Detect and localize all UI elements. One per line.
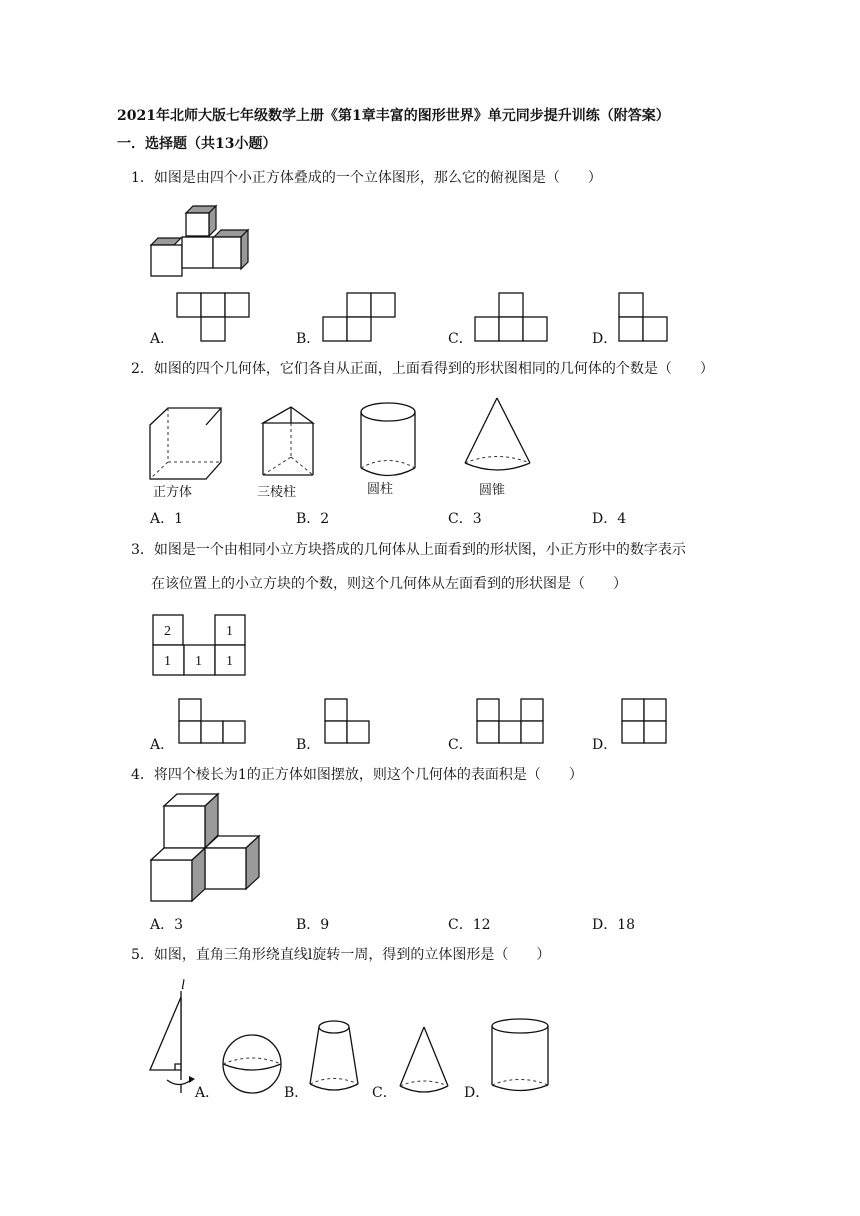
question-3-text-line2: 在该位置上的小立方块的个数，则这个几何体从左面看到的形状图是（ ） [151, 576, 627, 592]
q3-option-b[interactable]: B． [296, 737, 321, 753]
q3-option-b-view [324, 698, 372, 746]
q4-option-d[interactable]: D．18 [592, 917, 636, 933]
q1-option-d-view [618, 292, 672, 344]
q1-option-c-view [474, 292, 550, 344]
grid-number: 1 [226, 624, 233, 639]
q3-top-view-grid [152, 614, 248, 678]
grid-number: 1 [195, 654, 202, 669]
caption-cube: 正方体 [153, 485, 193, 500]
question-1-text: 1．如图是由四个小正方体叠成的一个立体图形，那么它的俯视图是（ ） [131, 170, 602, 186]
question-3-text-line1: 3．如图是一个由相同小立方块搭成的几何体从上面看到的形状图，小正方形中的数字表示 [131, 542, 686, 558]
q3-option-d-view [621, 698, 669, 746]
q5-option-c[interactable]: C． [372, 1085, 397, 1101]
q3-option-a[interactable]: A． [150, 737, 175, 753]
q1-solid-figure [148, 200, 258, 280]
cylinder-icon [488, 1016, 552, 1100]
frustum-icon [306, 1018, 362, 1098]
q5-option-a[interactable]: A． [195, 1085, 220, 1101]
q4-option-b[interactable]: B．9 [296, 917, 330, 933]
grid-number: 1 [164, 654, 171, 669]
q2-option-d[interactable]: D．4 [592, 511, 627, 527]
question-5-text: 5．如图，直角三角形绕直线l旋转一周，得到的立体图形是（ ） [131, 947, 551, 963]
grid-number: 2 [164, 624, 171, 639]
q2-option-b[interactable]: B．2 [296, 511, 330, 527]
q1-option-b-view [322, 292, 398, 344]
q4-option-c[interactable]: C．12 [448, 917, 491, 933]
q4-option-a[interactable]: A．3 [150, 917, 184, 933]
caption-prism: 三棱柱 [257, 485, 297, 500]
grid-number: 1 [226, 654, 233, 669]
q5-option-b[interactable]: B． [284, 1085, 309, 1101]
q5-option-d[interactable]: D． [464, 1085, 490, 1101]
q1-option-a[interactable]: A． [150, 331, 175, 347]
q3-option-c-view [476, 698, 546, 746]
q3-option-d[interactable]: D． [592, 737, 618, 753]
question-4-text: 4．将四个棱长为1的正方体如图摆放，则这个几何体的表面积是（ ） [131, 767, 583, 783]
q3-option-c[interactable]: C． [448, 737, 473, 753]
document-title: 2021年北师大版七年级数学上册《第1章丰富的图形世界》单元同步提升训练（附答案） [117, 108, 670, 124]
q2-solids [145, 395, 545, 505]
cone-icon [396, 1024, 452, 1096]
q2-option-a[interactable]: A．1 [150, 511, 184, 527]
caption-cone: 圆锥 [479, 483, 506, 498]
q1-option-d[interactable]: D． [592, 331, 618, 347]
section-heading: 一．选择题（共13小题） [117, 136, 277, 152]
question-2-text: 2．如图的四个几何体，它们各自从正面，上面看得到的形状图相同的几何体的个数是（ ） [131, 361, 714, 377]
q3-option-a-view [178, 698, 248, 746]
q1-option-c[interactable]: C． [448, 331, 473, 347]
q1-option-a-view [176, 292, 252, 344]
caption-cylinder: 圆柱 [367, 482, 394, 497]
axis-label: l [181, 978, 185, 993]
q4-solid-figure [148, 790, 263, 905]
q1-option-b[interactable]: B． [296, 331, 321, 347]
sphere-icon [220, 1032, 284, 1096]
q2-option-c[interactable]: C．3 [448, 511, 482, 527]
